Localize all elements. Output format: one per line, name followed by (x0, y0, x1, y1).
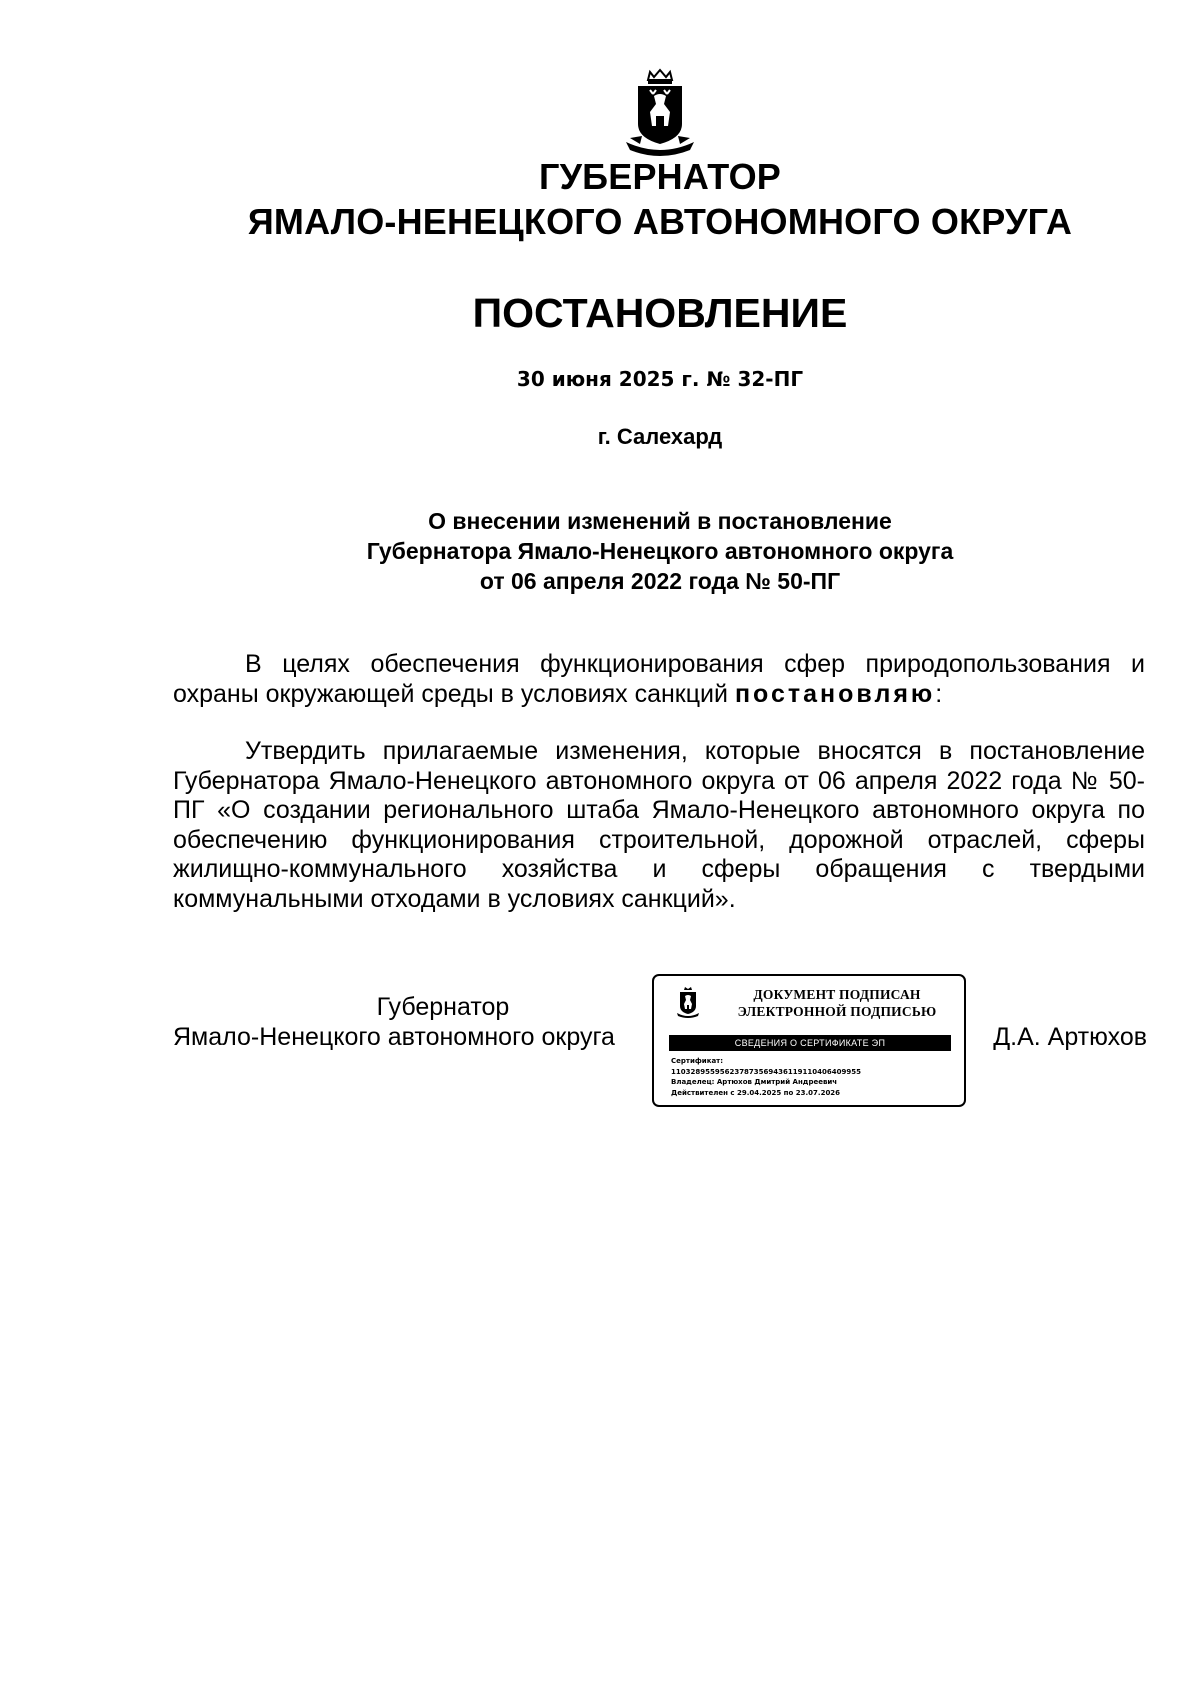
subject-line: от 06 апреля 2022 года № 50-ПГ (479, 568, 841, 594)
position-line-1: Губернатор (376, 993, 510, 1021)
signatory-position (173, 992, 643, 1052)
document-date-number: 30 июня 2025 г. № 32-ПГ (516, 367, 804, 391)
stamp-heading-line: ДОКУМЕНТ ПОДПИСАН (753, 987, 921, 1002)
certificate-owner: Владелец: Артюхов Дмитрий Андреевич (671, 1078, 838, 1086)
paragraph-resolution: Утвердить прилагаемые изменения, которые вносятся в постановление Губернатора Ямало-Ненецкого автономного округа от 06 апреля 2022 года № 50-ПГ «О создании регионального штаба Ямало-Ненецкого автономного округа по обеспечению функционирования строительной, дорожной отраслей, сферы жилищно-коммунального хозяйства и сферы обращения с твердыми коммунальными отходами в условиях санкций». (173, 737, 1145, 913)
stamp-heading-line: ЭЛЕКТРОННОЙ ПОДПИСЬЮ (737, 1004, 937, 1019)
subject-line: О внесении изменений в постановление (428, 508, 892, 534)
document-type: ПОСТАНОВЛЕНИЕ (472, 290, 848, 336)
electronic-signature-stamp (652, 974, 966, 1107)
document-city: г. Салехард (597, 424, 723, 449)
governor-title: ГУБЕРНАТОР (538, 156, 781, 197)
resolve-word: постановляю (734, 679, 936, 708)
signatory-name: Д.А. Артюхов (993, 1023, 1147, 1051)
preamble-end: : (935, 679, 943, 708)
paragraph-preamble (173, 650, 1145, 709)
certificate-validity: Действителен с 29.04.2025 по 23.07.2026 (671, 1088, 841, 1097)
region-title: ЯМАЛО-НЕНЕЦКОГО АВТОНОМНОГО ОКРУГА (247, 201, 1073, 242)
stamp-heading (712, 986, 962, 1020)
coat-of-arms-icon (620, 68, 700, 156)
subject-line: Губернатора Ямало-Ненецкого автономного округа (366, 538, 954, 564)
preamble-text: В целях обеспечения функционирования сфер природопользования и охраны окружающей среды в условиях санкций (173, 650, 1145, 708)
certificate-details (671, 1056, 961, 1098)
certificate-info-bar: СВЕДЕНИЯ О СЕРТИФИКАТЕ ЭП (669, 1035, 951, 1051)
position-line-2: Ямало-Ненецкого автономного округа (173, 1023, 615, 1051)
stamp-coat-of-arms-icon (676, 986, 700, 1018)
document-subject (0, 506, 1200, 596)
certificate-label: Сертификат: (671, 1057, 724, 1065)
certificate-number: 110328955956237873569436119110406409955 (671, 1067, 861, 1076)
